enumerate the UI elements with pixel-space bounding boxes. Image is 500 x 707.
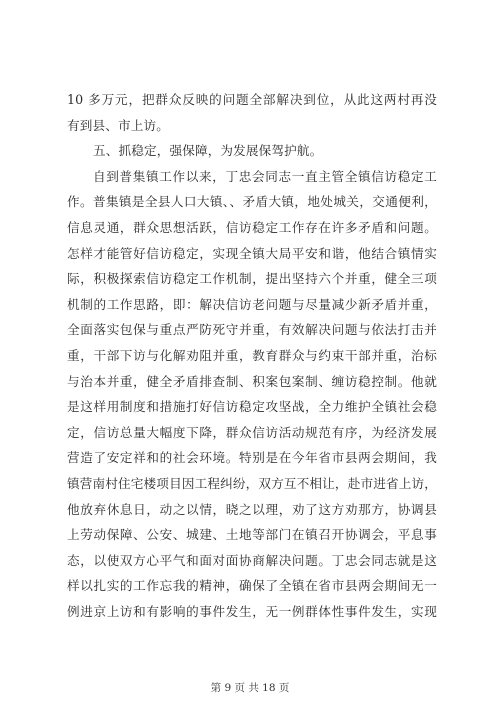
text-line: 是这样用制度和措施打好信访稳定攻坚战，全力维护全镇社会稳 <box>67 399 437 415</box>
text-line: 态，以使双方心平气和面对面协商解决问题。丁忠会同志就是这 <box>67 552 437 568</box>
text-line: 信息灵通，群众思想活跃，信访稳定工作存在许多矛盾和问题。 <box>67 219 437 235</box>
text-line: 与治本并重，健全矛盾排查制、积案包案制、缠访稳控制。他就 <box>67 373 437 389</box>
text-line: 有到县、市上访。 <box>67 117 169 133</box>
text-line: 定，信访总量大幅度下降，群众信访活动规范有序，为经济发展 <box>67 424 437 440</box>
text-line: 五、抓稳定，强保障，为发展保驾护航。 <box>93 143 323 159</box>
text-line: 全面落实包保与重点严防死守并重，有效解决问题与依法打击并 <box>67 322 437 338</box>
text-line: 样以扎实的工作忘我的精神，确保了全镇在省市县两会期间无一 <box>67 578 437 594</box>
text-line: 怎样才能管好信访稳定，实现全镇大局平安和谐，他结合镇情实 <box>67 245 437 261</box>
text-line: 营造了安定祥和的社会环境。特别是在今年省市县两会期间，我 <box>67 450 437 466</box>
text-line: 上劳动保障、公安、城建、土地等部门在镇召开协调会，平息事 <box>67 527 437 543</box>
text-line: 镇营南村住宅楼项目因工程纠纷，双方互不相让，赴市进省上访， <box>67 475 437 491</box>
text-line: 机制的工作思路，即：解决信访老问题与尽量减少新矛盾并重， <box>67 296 437 312</box>
text-line: 际，积极探索信访稳定工作机制，提出坚持六个并重，健全三项 <box>67 271 437 287</box>
text-line: 10 多万元，把群众反映的问题全部解决到位，从此这两村再没 <box>67 92 437 107</box>
text-line: 他放弃休息日，动之以情，晓之以理，劝了这方劝那方，协调县 <box>67 501 437 517</box>
text-line: 例进京上访和有影响的事件发生，无一例群体性事件发生，实现 <box>67 603 437 619</box>
page-footer: 第 9 页 共 18 页 <box>210 682 290 694</box>
text-line: 重，干部下访与化解劝阻并重，教育群众与约束干部并重，治标 <box>67 347 437 363</box>
text-line: 自到普集镇工作以来，丁忠会同志一直主管全镇信访稳定工 <box>93 168 437 184</box>
body-text <box>67 87 437 624</box>
text-line: 作。普集镇是全县人口大镇、、矛盾大镇，地处城关，交通便利， <box>67 194 437 210</box>
